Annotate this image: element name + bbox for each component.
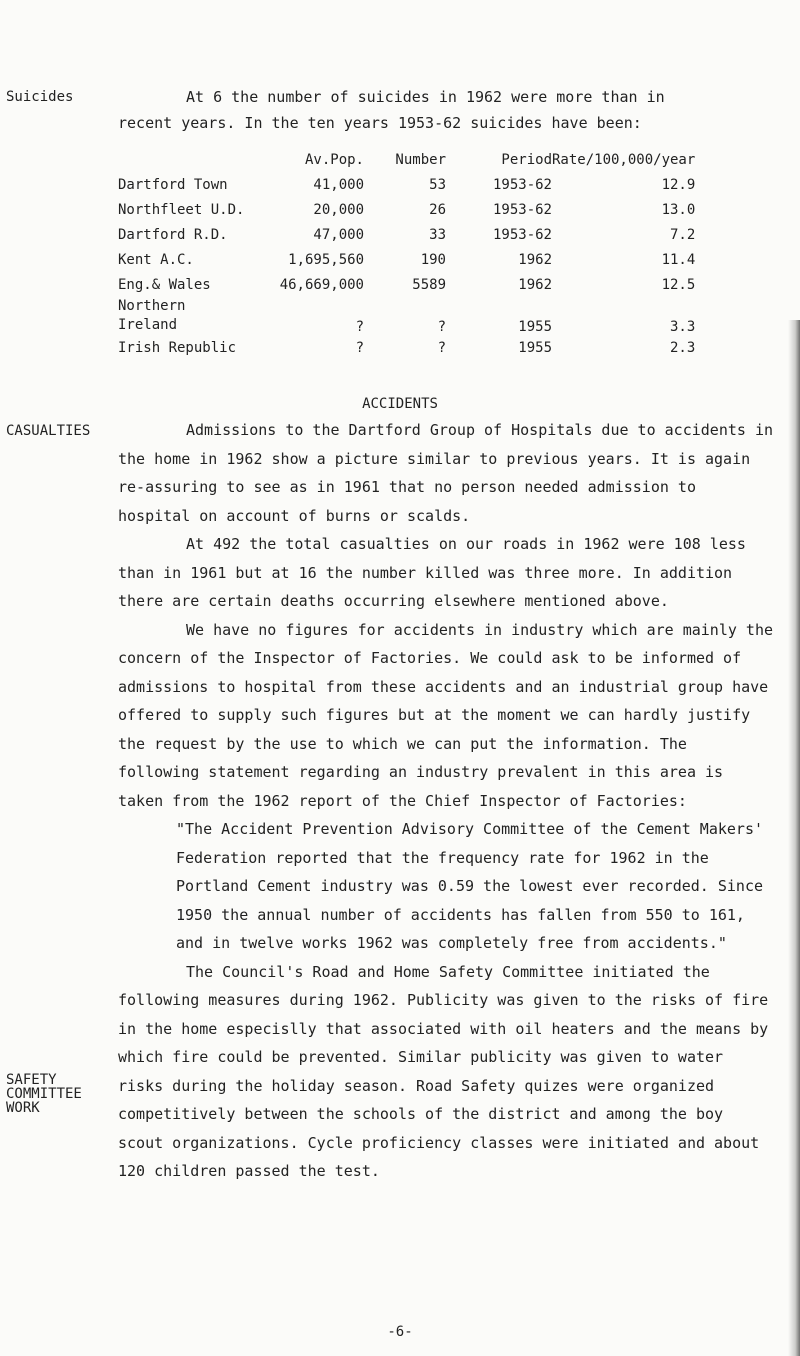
table-header-row bbox=[118, 147, 695, 172]
population-cell: ? bbox=[355, 319, 364, 335]
header-cell: Number bbox=[395, 151, 446, 168]
suicides-intro bbox=[118, 84, 773, 136]
header-cell: Rate/100,000/year bbox=[552, 151, 696, 168]
header-cell bbox=[118, 147, 268, 172]
population-cell: 20,000 bbox=[313, 201, 364, 218]
place-cell: Kent A.C. bbox=[118, 251, 194, 268]
place-cell: Irish Republic bbox=[118, 339, 237, 356]
table-row bbox=[118, 222, 695, 247]
margin-label-safety-committee bbox=[6, 1073, 82, 1115]
population-cell: 1,695,560 bbox=[288, 251, 364, 268]
intro-line-2: recent years. In the ten years 1953-62 suicides have been: bbox=[118, 114, 642, 132]
place-cell: Dartford Town bbox=[118, 176, 228, 193]
margin-label-line: WORK bbox=[6, 1100, 40, 1116]
period-cell: 1955 bbox=[518, 319, 552, 335]
period-cell: 1962 bbox=[518, 276, 552, 293]
rate-cell: 12.9 bbox=[661, 176, 696, 193]
rate-cell: 2.3 bbox=[670, 339, 696, 356]
table-row bbox=[118, 272, 695, 297]
rate-cell: 3.3 bbox=[670, 319, 696, 335]
rate-cell: 12.5 bbox=[661, 276, 696, 293]
place-cell: Dartford R.D. bbox=[118, 226, 228, 243]
cement-quote-block bbox=[118, 815, 773, 958]
table-row bbox=[118, 197, 695, 222]
number-cell: 33 bbox=[429, 226, 446, 243]
period-cell: 1953-62 bbox=[492, 176, 552, 193]
table-row bbox=[118, 172, 695, 197]
suicide-rates-table bbox=[118, 147, 695, 360]
table-row bbox=[118, 247, 695, 272]
margin-label-suicides: Suicides bbox=[6, 89, 74, 105]
period-cell: 1953-62 bbox=[492, 226, 552, 243]
number-cell: ? bbox=[437, 319, 446, 335]
population-cell: ? bbox=[355, 339, 364, 356]
table-row bbox=[118, 297, 695, 335]
paragraph-road-casualties: At 492 the total casualties on our roads in 1962 were 108 less than in 1961 but at 16 the number killed was three more. In addition there are certain deaths occurring elsewhere mentioned above. bbox=[118, 535, 746, 610]
cement-quote: "The Accident Prevention Advisory Committee of the Cement Makers' Federation reported that the frequency rate for 1962 in the Portland Cement industry was 0.59 the lowest ever recorded. Since 1950 the annual number of accidents has fallen from 550 to 161, and in twelve works 1962 was completely free from accidents." bbox=[176, 820, 763, 952]
paragraph-industry: We have no figures for accidents in industry which are mainly the concern of the Inspector of Factories. We could ask to be informed of admissions to hospital from these accidents and an industrial group have offered to supply such figures but at the moment we can hardly justify the request by the use to which we can put the information. The following statement regarding an industry prevalent in this area is taken from the 1962 report of the Chief Inspector of Factories: bbox=[118, 620, 773, 810]
rate-cell: 13.0 bbox=[661, 201, 696, 218]
accidents-body bbox=[118, 416, 773, 1186]
margin-label-casualties: CASUALTIES bbox=[6, 423, 91, 439]
margin-label-line: SAFETY bbox=[6, 1072, 57, 1088]
number-cell: 190 bbox=[420, 251, 446, 268]
accidents-heading: ACCIDENTS bbox=[362, 396, 438, 412]
place-cell: Northern Ireland bbox=[118, 298, 186, 333]
intro-line-1: At 6 the number of suicides in 1962 were more than in bbox=[186, 88, 665, 106]
population-cell: 47,000 bbox=[313, 226, 364, 243]
number-cell: ? bbox=[437, 339, 446, 356]
population-cell: 41,000 bbox=[313, 176, 364, 193]
page-edge-shadow bbox=[788, 320, 800, 1356]
margin-label-line: COMMITTEE bbox=[6, 1086, 82, 1102]
period-cell: 1955 bbox=[518, 339, 552, 356]
number-cell: 26 bbox=[429, 201, 446, 218]
header-cell: Av.Pop. bbox=[304, 151, 364, 168]
rate-cell: 11.4 bbox=[661, 251, 696, 268]
header-cell: Period bbox=[501, 151, 552, 168]
place-cell: Eng.& Wales bbox=[118, 276, 211, 293]
period-cell: 1962 bbox=[518, 251, 552, 268]
paragraph-safety-committee: The Council's Road and Home Safety Committee initiated the following measures during 1962. Publicity was given to the risks of fire in the home especislly that associated with oil heaters and the means by which fire could be prevented. Similar publicity was given to water risks during the holiday season. Road Safety quizes were organized competitively between the schools of the district and among the boy scout organizations. Cycle proficiency classes were initiated and about 120 children passed the test. bbox=[118, 962, 769, 1180]
paragraph-home-accidents: Admissions to the Dartford Group of Hospitals due to accidents in the home in 1962 show a picture similar to previous years. It is again re-assuring to see as in 1961 that no person needed admission to hospital on account of burns or scalds. bbox=[118, 421, 773, 525]
population-cell: 46,669,000 bbox=[279, 276, 364, 293]
table-row bbox=[118, 335, 695, 360]
period-cell: 1953-62 bbox=[492, 201, 552, 218]
place-cell: Northfleet U.D. bbox=[118, 201, 245, 218]
rate-cell: 7.2 bbox=[670, 226, 696, 243]
page-number: -6- bbox=[387, 1324, 413, 1340]
number-cell: 5589 bbox=[412, 276, 446, 293]
number-cell: 53 bbox=[429, 176, 446, 193]
